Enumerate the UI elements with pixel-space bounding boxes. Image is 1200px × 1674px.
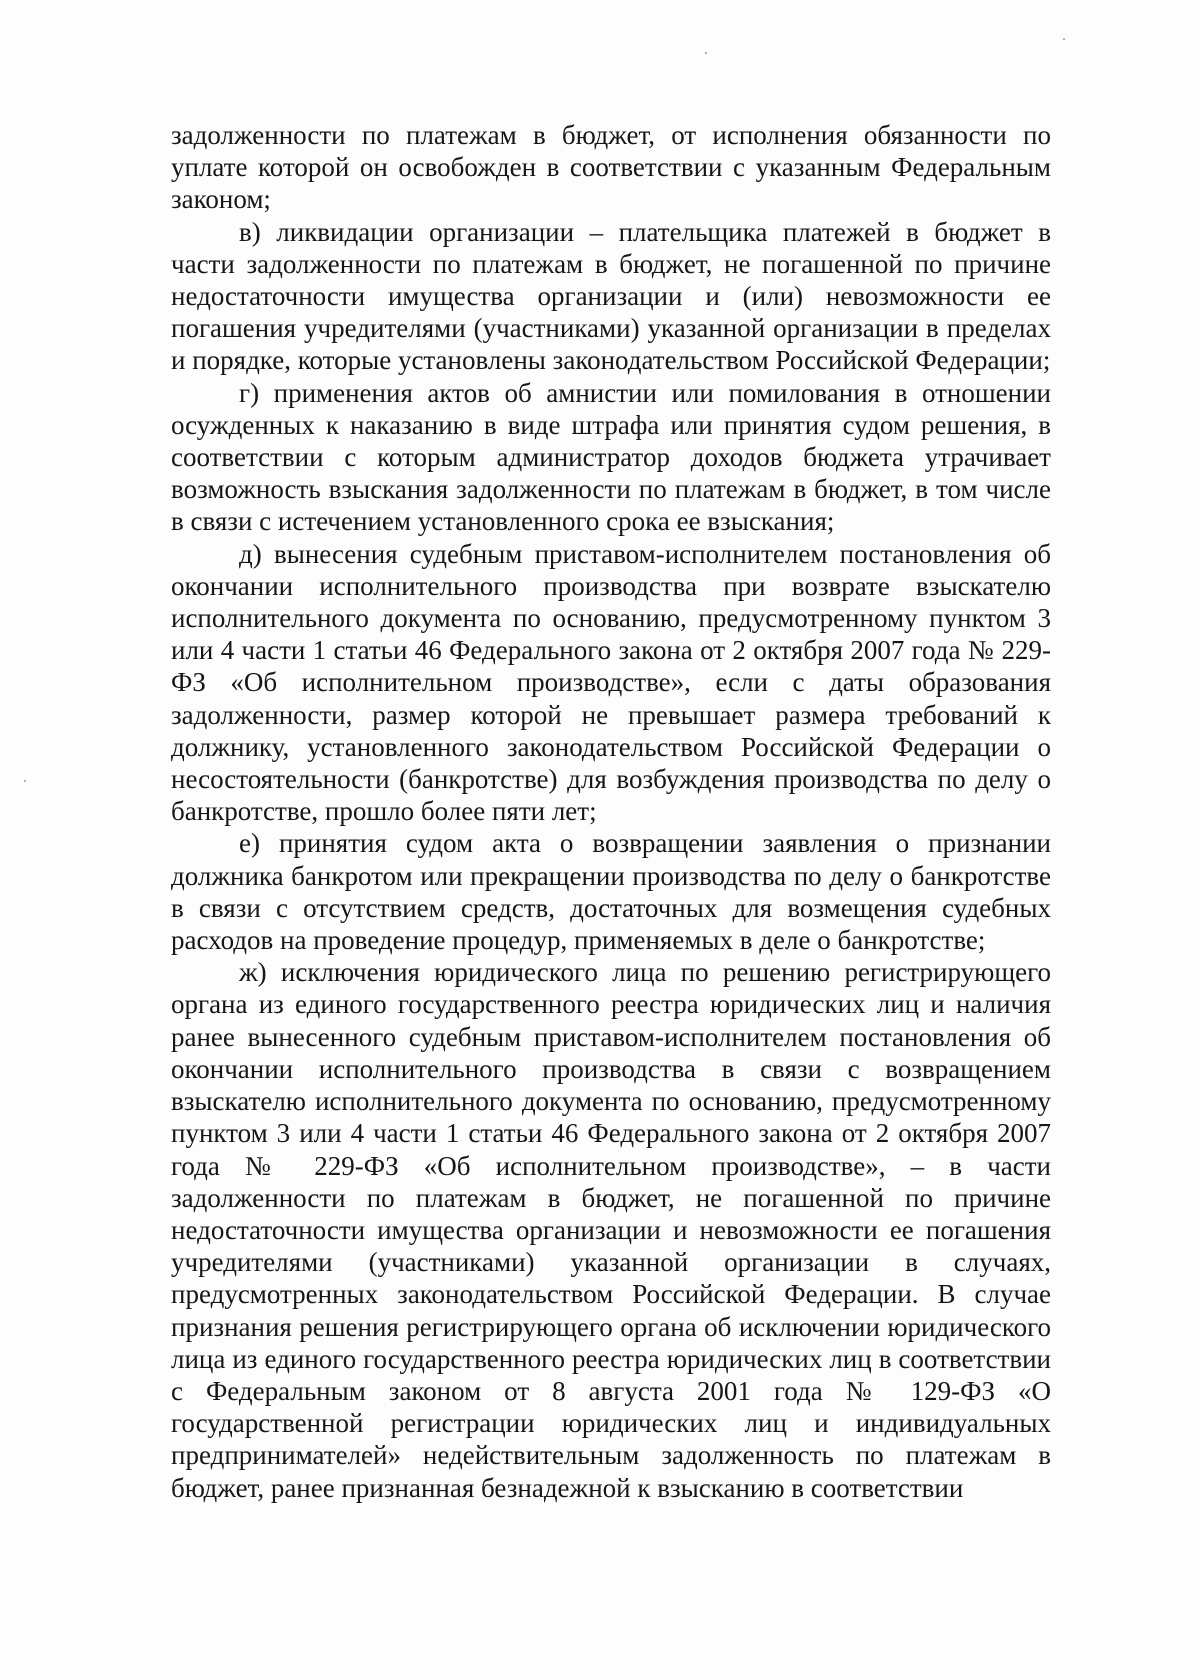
scan-speck — [24, 780, 26, 782]
paragraph-item-e: е) принятия судом акта о возвращении заявления о признании должника банкротом или прекращении производства по делу о банкротстве в связи с отсутствием средств, достаточных для возмещения судебных расходов на проведение процедур, применяемых в деле о банкротстве; — [171, 828, 1051, 956]
paragraph-continuation: задолженности по платежам в бюджет, от исполнения обязанности по уплате которой он освобожден в соответствии с указанным Федеральным законом; — [171, 120, 1051, 215]
scan-speck — [1063, 38, 1065, 40]
paragraph-item-g: г) применения актов об амнистии или помилования в отношении осужденных к наказанию в виде штрафа или принятия судом решения, в соответствии с которым администратор доходов бюджета утрачивает возможность взыскания задолженности по платежам в бюджет, в том числе в связи с истечением установленного срока ее взыскания; — [171, 377, 1051, 537]
paragraph-item-zh: ж) исключения юридического лица по решению регистрирующего органа из единого государственного реестра юридических лиц и наличия ранее вынесенного судебным приставом-исполнителем постановления об окончании исполнительного производства в связи с возвращением взыскателю исполнительного документа по основанию, предусмотренному пунктом 3 или 4 части 1 статьи 46 Федерального закона от 2 октября 2007 года № 229-ФЗ «Об исполнительном производстве», – в части задолженности по платежам в бюджет, не погашенной по причине недостаточности имущества организации и невозможности ее погашения учредителями (участниками) указанной организации в случаях, предусмотренных законодательством Российской Федерации. В случае признания решения регистрирующего органа об исключении юридического лица из единого государственного реестра юридических лиц в соответствии с Федеральным законом от 8 августа 2001 года № 129-ФЗ «О государственной регистрации юридических лиц и индивидуальных предпринимателей» недействительным задолженность по платежам в бюджет, ранее признанная безнадежной к взысканию в соответствии — [171, 957, 1051, 1503]
document-body — [171, 119, 1051, 1504]
paragraph-item-d: д) вынесения судебным приставом-исполнителем постановления об окончании исполнительного производства при возврате взыскателю исполнительного документа по основанию, предусмотренному пунктом 3 или 4 части 1 статьи 46 Федерального закона от 2 октября 2007 года № 229-ФЗ «Об исполнительном производстве», если с даты образования задолженности, размер которой не превышает размера требований к должнику, установленного законодательством Российской Федерации о несостоятельности (банкротстве) для возбуждения производства по делу о банкротстве, прошло более пяти лет; — [171, 538, 1051, 827]
paragraph-item-v: в) ликвидации организации – плательщика платежей в бюджет в части задолженности по платежам в бюджет, не погашенной по причине недостаточности имущества организации и (или) невозможности ее погашения учредителями (участниками) указанной организации в пределах и порядке, которые установлены законодательством Российской Федерации; — [171, 216, 1051, 376]
scan-speck — [705, 52, 707, 54]
